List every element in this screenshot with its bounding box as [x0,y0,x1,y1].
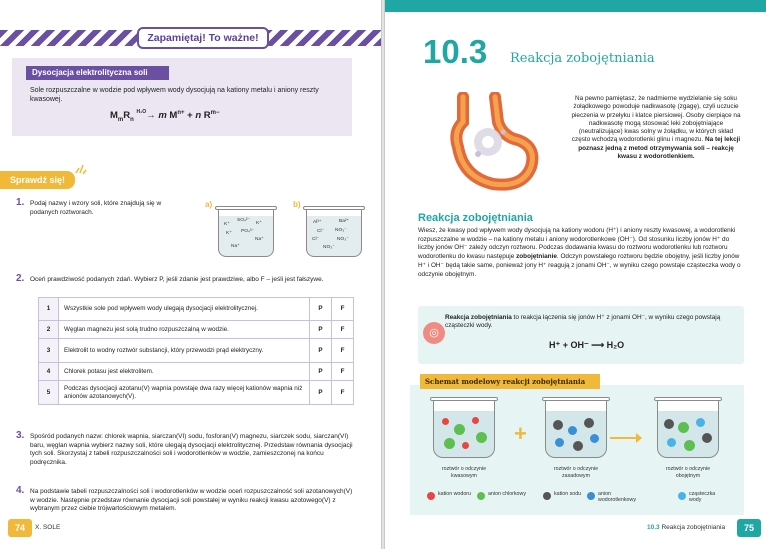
row-number: 1 [39,298,59,321]
question-2-number: 2. [16,273,25,284]
option-true[interactable]: P [310,363,332,381]
definition-body: to reakcja łączenia się jonów H⁺ z jonami OH⁻, w wyniku czego powstają cząsteczki wody. [445,314,721,330]
question-1-number: 1. [16,197,25,208]
rule-text: Sole rozpuszczalne w wodzie pod wpływem wody dysocjują na kationy metalu i aniony reszty kwasowej. [30,87,319,103]
beaker-rim [654,397,722,401]
remember-banner: Zapamiętaj! To ważne! [137,27,269,49]
legend-label: anion wodorotlenkowy [598,491,636,504]
ion: K⁺ [226,231,232,236]
hydrogen-cation [472,417,479,424]
water-molecule [696,418,705,427]
row-statement: Podczas dysocjacji azotanu(V) wapnia powstaje dwa razy więcej kationów wapnia niż anionów azotanowych(V). [59,381,310,405]
label-b: b) [293,200,301,209]
row-number: 3 [39,339,59,363]
chloride-anion [444,438,455,449]
footer-lesson-title: Reakcja zobojętniania [661,524,726,531]
option-true[interactable]: P [310,381,332,405]
beaker-label: roztwór o odczynie obojętnym [665,466,711,479]
beaker-basic [545,398,607,458]
sodium-cation [573,441,583,451]
dissociation-formula: $M_mR_n$ $^{H_2O}$→ m $M^{n+} + n$ $R^{m-}$ [110,109,220,123]
rule-title: Dysocjacja elektrolityczna soli [26,66,169,80]
chloride-anion [476,432,487,443]
row-number: 2 [39,321,59,339]
page-number-left: 74 [8,519,32,537]
body-bold: zobojętnianie [516,253,557,261]
legend-dot [587,492,595,500]
chloride-anion [678,422,689,433]
plus-sign: + [514,421,527,446]
hydroxide-anion [590,434,599,443]
hydroxide-anion [568,426,577,435]
ion: PO₄³⁻ [241,229,255,234]
sodium-cation [553,420,563,430]
question-3-number: 3. [16,430,25,441]
beaker-a [218,207,274,257]
chapter-label: X. SOLE [35,524,61,531]
stomach-illustration [433,92,543,202]
lesson-number: 10.3 [423,33,488,70]
water-molecule [667,438,676,447]
ion: K⁺ [224,222,230,227]
ion: Na⁺ [255,237,264,242]
beaker-label: roztwór o odczynie zasadowym [553,466,599,479]
body-text-end: . Odczyn powstałego roztworu będzie obojętny, jeśli liczby jonów H⁺ i OH⁻ będą takie same, ponieważ jony H⁺ reagują z jonami OH⁻, w wyniku czego powstaje cząsteczka wody o odczynie obojętnym. [418,253,741,278]
question-3-text: Spośród podanych nazw: chlorek wapnia, siarczan(VI) sodu, fosforan(V) magnezu, siarczek sodu, siarczan(VI) baru, węglan wapnia wybierz nazwy soli, które ulegają dysocjacji elektrolitycznej. Przedstaw równania dysocjacji tych soli. Skorzystaj z tabeli rozpuszczalności soli i wodorotlenków w wodzie, zamieszczonej na końcu podręcznika. [30,433,353,466]
footer-lesson-number: 10.3 [647,524,660,531]
legend-dot [543,492,551,500]
legend-label: kation wodoru [438,491,471,497]
legend-label: anion chlorkowy [488,491,526,497]
footer-lesson [647,524,725,531]
true-false-table [38,297,354,405]
beaker-rim [215,206,277,210]
right-page [385,0,766,549]
section-body [418,227,744,279]
check-yourself-label: Sprawdź się! [0,171,75,189]
hydrogen-cation [442,418,449,425]
option-false[interactable]: F [332,339,354,363]
option-true[interactable]: P [310,298,332,321]
top-bar [385,0,766,12]
beaker-label: roztwór o odczynie kwasowym [441,466,487,479]
question-2-text: Oceń prawdziwość podanych zdań. Wybierz P, jeśli zdanie jest prawdziwe, albo F – jeśli jest fałszywe. [30,276,324,283]
ion: NO₃⁻ [335,228,347,233]
row-statement: Wszystkie sole pod wpływem wody ulegają dysocjacji elektrolitycznej. [59,298,310,321]
question-4-text: Na podstawie tabeli rozpuszczalności soli i wodorotlenków w wodzie oceń rozpuszczalność soli azotanowych(V) w wodzie. Następnie przedstaw równanie dysocjacji soli powstałej w wyniku reakcji kwasu azotowego(V) z wybranym przez ciebie trójwartościowym metalem. [30,488,353,512]
ion: NO₃⁻ [337,237,349,242]
legend-label: kation sodu [554,491,582,497]
ion: Na⁺ [231,244,240,249]
option-true[interactable]: P [310,339,332,363]
page-number-right: 75 [737,519,761,537]
table-row [39,363,354,381]
reaction-arrow [610,437,638,439]
left-page [0,0,381,549]
beaker-rim [430,397,498,401]
legend-label: cząsteczka wody [689,491,716,504]
spark-icon [73,161,87,175]
hydrogen-cation [462,442,469,449]
intro-body: Na pewno pamiętasz, że nadmierne wydzielanie się soku żołądkowego powoduje nadkwasotę (zgagę), czyli uczucie pieczenia w przełyku i klatce piersiowej. Osoby cierpiące na nadkwasotę mogą stosować leki zobojętniające (neutralizujące) kwas solny w żołądku, w których skład często wchodzą wodorotlenki glinu i magnezu. [571,95,741,144]
question-1-text: Podaj nazwy i wzory soli, które znajdują się w podanych roztworach. [30,200,162,216]
table-row [39,321,354,339]
intro-bold: Na tej lekcji poznasz jedną z metod otrzymywania soli – reakcję kwasu z wodorotlenkiem. [578,136,741,161]
option-false[interactable]: F [332,381,354,405]
label-a: a) [205,200,213,209]
sodium-cation [702,433,712,443]
body-text: Wiesz, że kwasy pod wpływem wody dysocjują na kationy wodoru (H⁺) i aniony reszty kwasowej, a wodorotlenki rozpuszczalne w wodzie – na kationy metalu i aniony wodorotlenkowe (OH⁻). Od stosunku liczby jonów H⁺ do liczby jonów OH⁻ zależy odczyn roztworu. Podczas dodawania kwasu do roztworu wodorotlenku lub roztworu wodorotlenku do kwasu następuje [418,227,736,261]
chloride-anion [684,440,695,451]
beaker-b [306,207,362,257]
table-row [39,381,354,405]
ion: K⁺ [256,221,262,226]
beaker-acidic [433,398,495,458]
ion: Al³⁺ [313,220,322,225]
question-4-number: 4. [16,485,25,496]
hydroxide-anion [555,438,564,447]
row-statement: Węglan magnezu jest solą trudno rozpuszczalną w wodzie. [59,321,310,339]
beaker-rim [303,206,365,210]
definition-term: Reakcja zobojętniania [445,314,512,321]
option-false[interactable]: F [332,363,354,381]
legend-dot [678,492,686,500]
beaker-neutral [657,398,719,458]
ion: Cl⁻ [317,229,325,234]
section-title: Reakcja zobojętniania [418,212,533,224]
ion: Cl⁻ [312,237,320,242]
beaker-rim [542,397,610,401]
chloride-anion [454,424,465,435]
sodium-cation [584,418,594,428]
scheme-title: Schemat modelowy reakcji zobojętniania [420,374,600,389]
row-statement: Chlorek potasu jest elektrolitem. [59,363,310,381]
lesson-title: Reakcja zobojętniania [510,51,655,66]
row-statement: Elektrolit to wodny roztwór substancji, który przewodzi prąd elektryczny. [59,339,310,363]
intro-text [571,95,741,161]
option-false[interactable]: F [332,321,354,339]
row-number: 5 [39,381,59,405]
ion: Ba²⁺ [339,219,349,224]
ion: SO₄²⁻ [237,218,251,223]
legend-dot [477,492,485,500]
table-row [39,298,354,321]
option-false[interactable]: F [332,298,354,321]
neutralization-equation: H⁺ + OH⁻ ⟶ H₂O [549,340,625,350]
sodium-cation [664,419,674,429]
legend-dot [427,492,435,500]
definition-text [435,314,733,331]
table-row [39,339,354,363]
option-true[interactable]: P [310,321,332,339]
row-number: 4 [39,363,59,381]
lightbulb-icon: ◎ [423,322,445,344]
ion: NO₃⁻ [323,245,335,250]
